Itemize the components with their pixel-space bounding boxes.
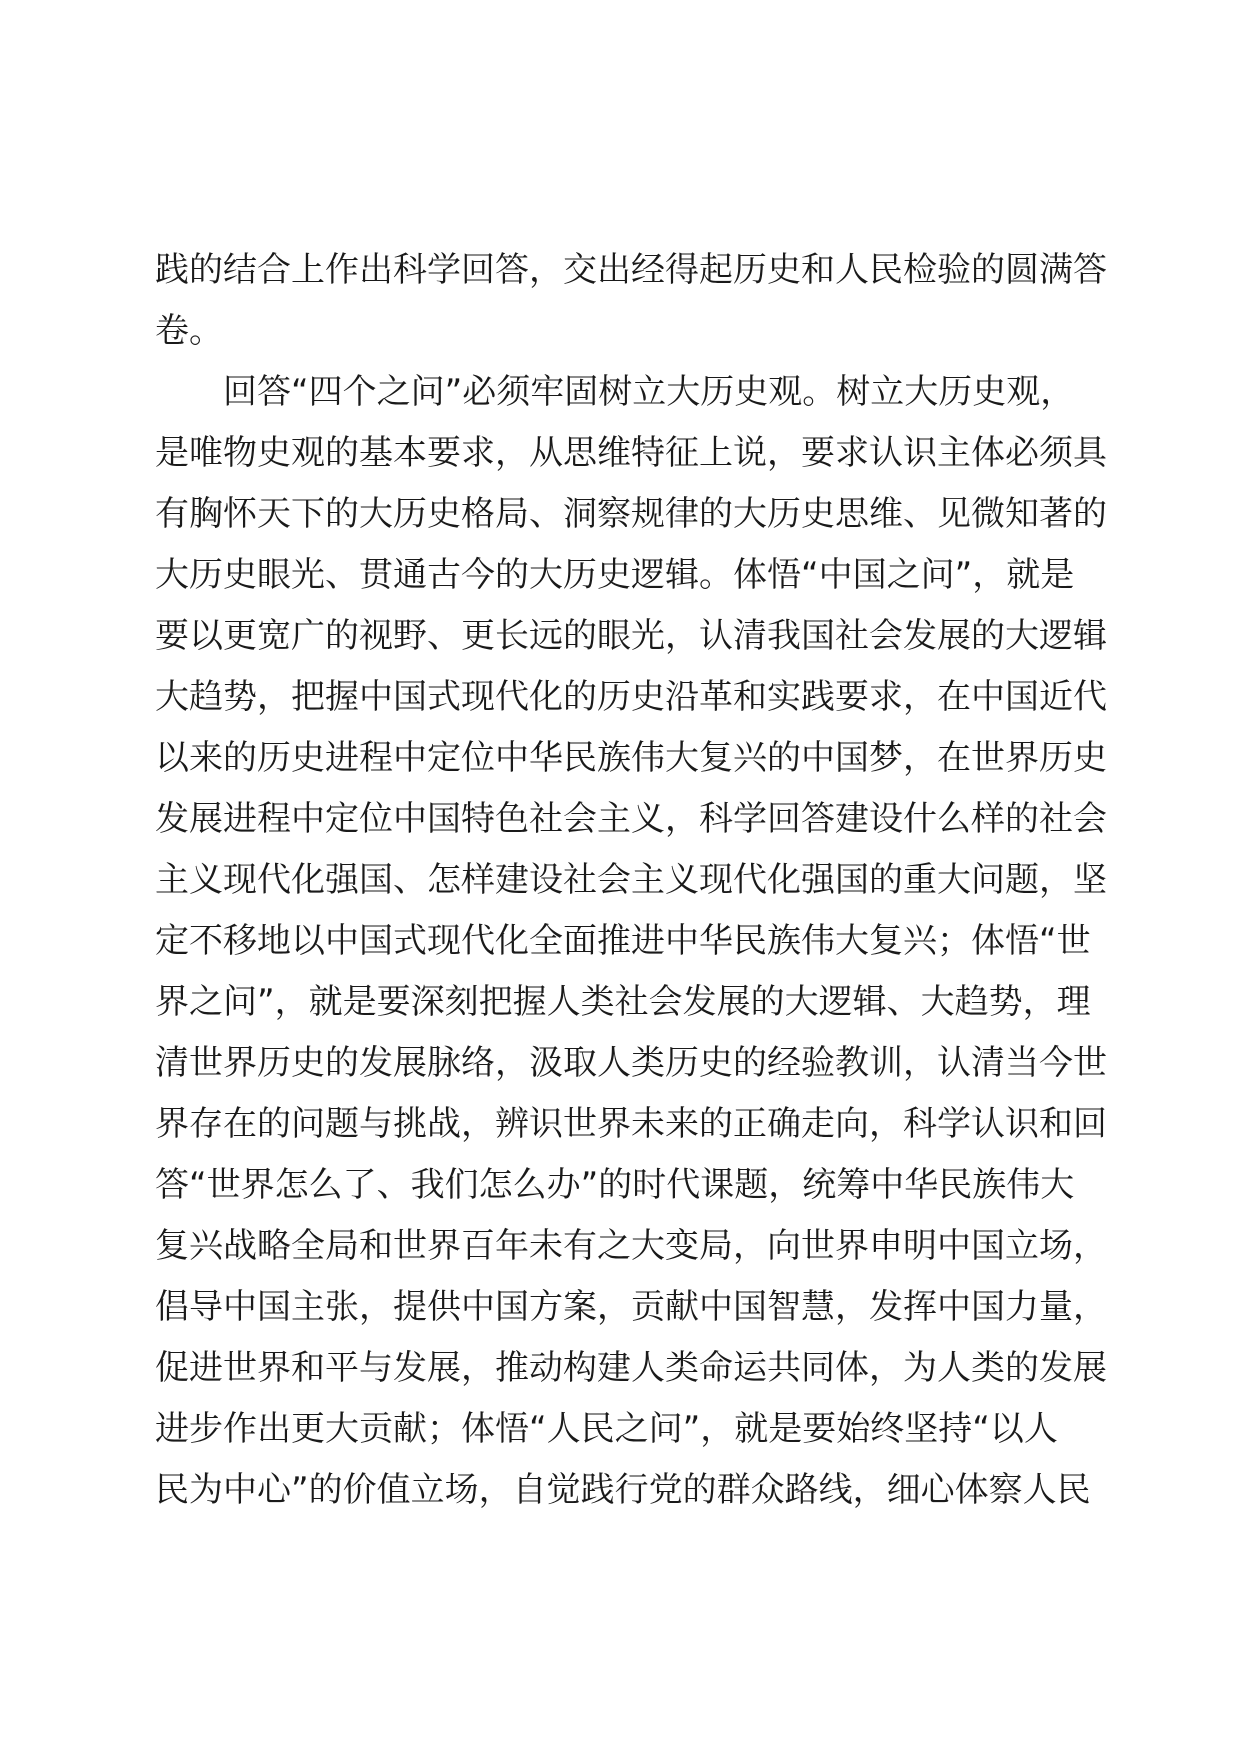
text-line: 复兴战略全局和世界百年未有之大变局，向世界申明中国立场， bbox=[155, 1226, 1107, 1266]
text-line: 定不移地以中国式现代化全面推进中华民族伟大复兴；体悟“世 bbox=[155, 921, 1091, 961]
text-line: 答“世界怎么了、我们怎么办”的时代课题，统筹中华民族伟大 bbox=[155, 1165, 1075, 1205]
text-line: 大历史眼光、贯通古今的大历史逻辑。体悟“中国之问”，就是 bbox=[155, 555, 1075, 595]
text-line: 践的结合上作出科学回答，交出经得起历史和人民检验的圆满答 bbox=[155, 250, 1107, 290]
text-line: 进步作出更大贡献；体悟“人民之问”，就是要始终坚持“以人 bbox=[155, 1409, 1058, 1449]
text-line: 民为中心”的价值立场，自觉践行党的群众路线，细心体察人民 bbox=[155, 1470, 1091, 1510]
text-line: 倡导中国主张，提供中国方案，贡献中国智慧，发挥中国力量， bbox=[155, 1287, 1107, 1327]
text-line: 促进世界和平与发展，推动构建人类命运共同体，为人类的发展 bbox=[155, 1348, 1107, 1388]
text-line: 界之问”，就是要深刻把握人类社会发展的大逻辑、大趋势，理 bbox=[155, 982, 1091, 1022]
text-line: 是唯物史观的基本要求，从思维特征上说，要求认识主体必须具 bbox=[155, 433, 1107, 473]
text-line: 以来的历史进程中定位中华民族伟大复兴的中国梦，在世界历史 bbox=[155, 738, 1107, 778]
paragraph-first-line: 回答“四个之问”必须牢固树立大历史观。树立大历史观， bbox=[223, 372, 1075, 412]
text-line: 界存在的问题与挑战，辨识世界未来的正确走向，科学认识和回 bbox=[155, 1104, 1107, 1144]
text-line: 主义现代化强国、怎样建设社会主义现代化强国的重大问题，坚 bbox=[155, 860, 1107, 900]
text-line: 清世界历史的发展脉络，汲取人类历史的经验教训，认清当今世 bbox=[155, 1043, 1107, 1083]
text-line: 要以更宽广的视野、更长远的眼光，认清我国社会发展的大逻辑 bbox=[155, 616, 1107, 656]
text-line: 卷。 bbox=[155, 311, 223, 351]
text-line: 发展进程中定位中国特色社会主义，科学回答建设什么样的社会 bbox=[155, 799, 1107, 839]
text-line: 有胸怀天下的大历史格局、洞察规律的大历史思维、见微知著的 bbox=[155, 494, 1107, 534]
text-line: 大趋势，把握中国式现代化的历史沿革和实践要求，在中国近代 bbox=[155, 677, 1107, 717]
body-text bbox=[155, 240, 1107, 1521]
